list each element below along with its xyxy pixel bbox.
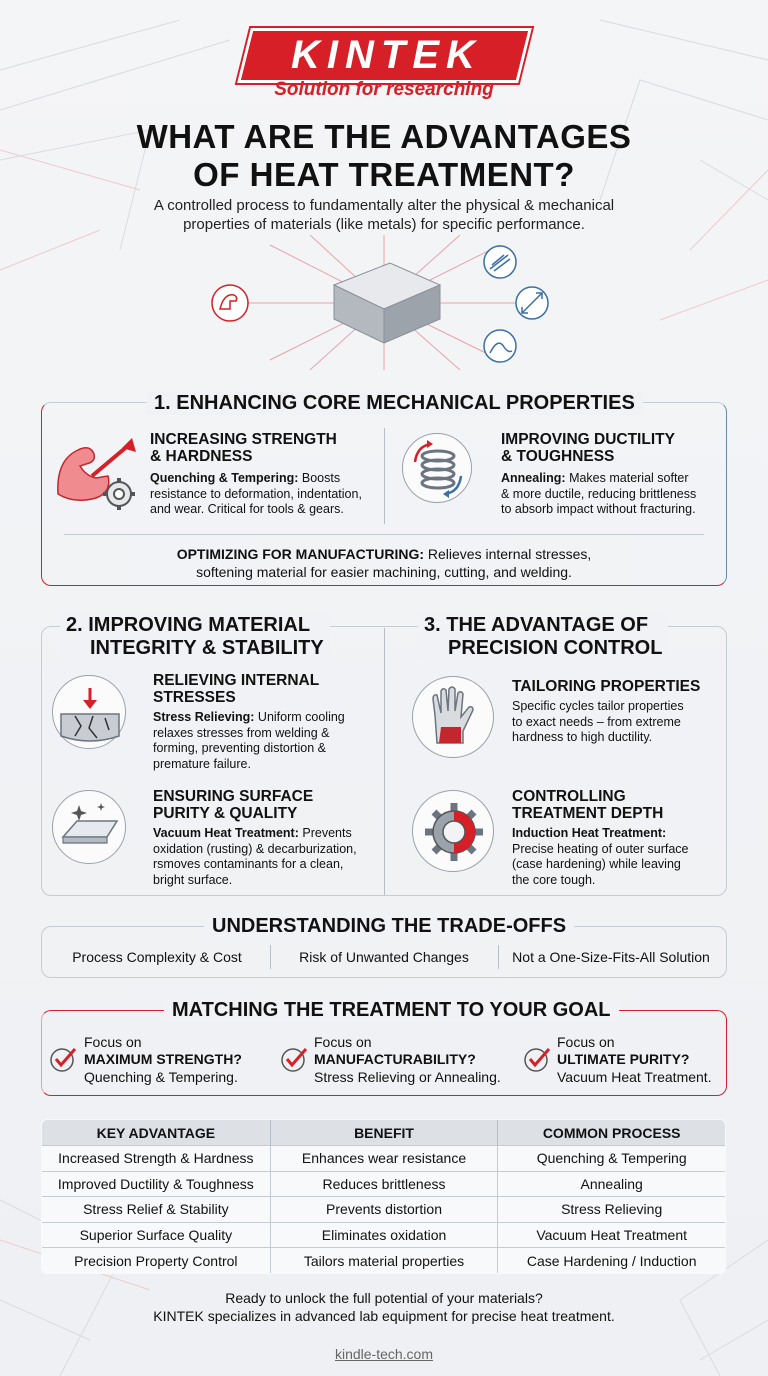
table-cell: Prevents distortion: [270, 1197, 498, 1223]
section-1-title: 1. ENHANCING CORE MECHANICAL PROPERTIES: [146, 392, 643, 415]
block-depth-title-line-1: CONTROLLING: [512, 788, 626, 805]
block-strength-lead: Quenching & Tempering:: [150, 471, 299, 485]
block-strength-title-line-2: & HARDNESS: [150, 448, 253, 465]
block-ductility-title-line-2: & TOUGHNESS: [501, 448, 615, 465]
table-header-process: COMMON PROCESS: [498, 1120, 726, 1146]
goal-1-process: Quenching & Tempering.: [84, 1069, 238, 1085]
spring-icon: [484, 246, 516, 278]
goal-2-process: Stress Relieving or Annealing.: [314, 1069, 501, 1085]
section-2-title-line-1: 2. IMPROVING MATERIAL: [66, 614, 311, 636]
table-cell: Improved Ductility & Toughness: [42, 1171, 271, 1197]
block-purity-text: [153, 826, 383, 888]
check-icon-2: [279, 1044, 309, 1074]
page-subtitle-line-1: A controlled process to fundamentally alter the physical & mechanical: [153, 197, 615, 214]
goal-1-target: MAXIMUM STRENGTH?: [84, 1051, 242, 1067]
table-cell: Increased Strength & Hardness: [42, 1146, 271, 1172]
cta-line-1: Ready to unlock the full potential of your materials?: [225, 1290, 543, 1306]
goal-3-process: Vacuum Heat Treatment.: [557, 1069, 712, 1085]
table-cell: Precision Property Control: [42, 1248, 271, 1274]
page-title-line-1: WHAT ARE THE ADVANTAGES: [136, 118, 632, 155]
brand-tagline: Solution for researching: [274, 79, 494, 100]
section-1-hr: [64, 534, 704, 535]
table-row: [42, 1222, 726, 1248]
block-tailoring-line-3: hardness to high ductility.: [512, 730, 653, 744]
table-row: [42, 1248, 726, 1274]
tradeoff-item-3: Not a One-Size-Fits-All Solution: [512, 949, 710, 965]
table-cell: Tailors material properties: [270, 1248, 498, 1274]
gear-heated-icon: [412, 790, 494, 872]
table-cell: Superior Surface Quality: [42, 1222, 271, 1248]
block-ductility-line-3: to absorb impact without fracturing.: [501, 502, 696, 516]
block-purity-title-line-1: ENSURING SURFACE: [153, 788, 314, 805]
page-subtitle: [110, 196, 658, 234]
block-tailoring-title: [512, 678, 700, 695]
table-cell: Stress Relief & Stability: [42, 1197, 271, 1223]
block-purity-title-line-2: PURITY & QUALITY: [153, 805, 298, 822]
cta-line-2: KINTEK specializes in advanced lab equipment for precise heat treatment.: [153, 1308, 615, 1324]
block-purity-line-1: Prevents: [298, 826, 352, 840]
section-3-title: [418, 614, 668, 660]
block-purity-lead: Vacuum Heat Treatment:: [153, 826, 299, 840]
section-2-title-line-2: INTEGRITY & STABILITY: [90, 637, 324, 659]
block-depth-line-2: (case hardening) while leaving: [512, 857, 681, 871]
manufacturing-line-2: softening material for easier machining, cutting, and welding.: [196, 564, 572, 580]
hero-metal-block-illustration: [200, 235, 568, 370]
block-stress-title-line-2: STRESSES: [153, 689, 236, 706]
table-cell: Eliminates oxidation: [270, 1222, 498, 1248]
block-ductility-line-1: Makes material softer: [565, 471, 689, 485]
shiny-plate-icon: [52, 790, 126, 864]
goal-1-focus: Focus on: [84, 1034, 142, 1050]
advantages-table: [41, 1119, 726, 1274]
block-ductility-title-line-1: IMPROVING DUCTILITY: [501, 431, 675, 448]
block-strength-title: [150, 431, 337, 465]
goal-2-focus: Focus on: [314, 1034, 372, 1050]
call-to-action: [0, 1289, 768, 1325]
metal-block-icon: [334, 263, 440, 343]
block-stress-text: [153, 710, 379, 772]
block-strength-text: [150, 471, 390, 518]
block-ductility-lead: Annealing:: [501, 471, 566, 485]
tradeoff-item-2: Risk of Unwanted Changes: [299, 949, 469, 965]
block-depth-line-1: Precise heating of outer surface: [512, 841, 689, 856]
block-purity-line-3: rsmoves contaminants for a clean,: [153, 857, 344, 871]
block-strength-line-1: Boosts: [298, 471, 341, 485]
goal-3-target: ULTIMATE PURITY?: [557, 1051, 690, 1067]
block-purity-title: [153, 788, 313, 822]
manufacturing-text: [60, 545, 708, 581]
table-header-advantage: KEY ADVANTAGE: [42, 1120, 271, 1146]
block-depth-text: [512, 826, 726, 888]
website-link[interactable]: kindle-tech.com: [334, 1346, 434, 1362]
brand-logo-text: KINTEK: [290, 33, 482, 77]
page-title: [0, 118, 768, 194]
block-tailoring-line-2: to exact needs – from extreme: [512, 714, 681, 729]
page-subtitle-line-2: properties of materials (like metals) for specific performance.: [183, 216, 585, 233]
block-purity-line-2: oxidation (rusting) & decarburization,: [153, 841, 357, 856]
block-strength-title-line-1: INCREASING STRENGTH: [150, 431, 337, 448]
block-stress-line-1: Uniform cooling: [254, 710, 345, 724]
block-depth-title: [512, 788, 663, 822]
block-tailoring-title-line-1: TAILORING PROPERTIES: [512, 678, 701, 695]
brand-logo: [0, 28, 768, 83]
block-stress-line-4: premature failure.: [153, 756, 251, 771]
block-stress-line-2: relaxes stresses from welding &: [153, 725, 330, 740]
section-3-title-line-1: 3. THE ADVANTAGE OF: [424, 614, 649, 636]
cushion-icon: [484, 330, 516, 362]
block-tailoring-text: [512, 699, 722, 746]
table-cell: Quenching & Tempering: [498, 1146, 726, 1172]
table-header-benefit: BENEFIT: [270, 1120, 498, 1146]
check-icon-1: [48, 1044, 78, 1074]
glove-icon: [412, 676, 494, 758]
table-cell: Annealing: [498, 1171, 726, 1197]
goals-title: MATCHING THE TREATMENT TO YOUR GOAL: [164, 999, 619, 1022]
block-purity-line-4: bright surface.: [153, 872, 233, 887]
goal-3-focus: Focus on: [557, 1034, 615, 1050]
table-row: [42, 1197, 726, 1223]
block-stress-title: [153, 672, 319, 706]
goal-2-target: MANUFACTURABILITY?: [314, 1051, 476, 1067]
table-cell: Reduces brittleness: [270, 1171, 498, 1197]
block-strength-line-2: resistance to deformation, indentation,: [150, 486, 362, 501]
tensile-arrows-icon: [516, 287, 548, 319]
block-tailoring-line-1: Specific cycles tailor properties: [512, 699, 684, 713]
block-depth-line-3: the core tough.: [512, 872, 596, 887]
block-depth-lead: Induction Heat Treatment:: [512, 826, 667, 840]
block-ductility-text: [501, 471, 723, 518]
table-row: [42, 1146, 726, 1172]
section-3-title-line-2: PRECISION CONTROL: [448, 637, 663, 659]
block-depth-title-line-2: TREATMENT DEPTH: [512, 805, 664, 822]
section-1-divider: [384, 428, 385, 524]
tradeoff-item-1: Process Complexity & Cost: [72, 949, 242, 965]
manufacturing-line-1: Relieves internal stresses,: [424, 546, 592, 562]
block-stress-lead: Stress Relieving:: [153, 710, 255, 724]
section-2-title: [60, 614, 330, 660]
check-icon-3: [522, 1044, 552, 1074]
page-title-line-2: OF HEAT TREATMENT?: [193, 156, 575, 193]
table-cell: Enhances wear resistance: [270, 1146, 498, 1172]
manufacturing-lead: OPTIMIZING FOR MANUFACTURING:: [176, 546, 424, 562]
spring-compression-icon: [402, 433, 472, 503]
block-stress-line-3: forming, preventing distortion &: [153, 741, 327, 755]
block-ductility-line-2: & more ductile, reducing brittleness: [501, 486, 697, 501]
table-cell: Stress Relieving: [498, 1197, 726, 1223]
table-row: [42, 1171, 726, 1197]
block-stress-title-line-1: RELIEVING INTERNAL: [153, 672, 320, 689]
strength-arm-icon: [212, 285, 248, 321]
block-strength-line-3: and wear. Critical for tools & gears.: [150, 502, 344, 516]
table-cell: Case Hardening / Induction: [498, 1248, 726, 1274]
table-cell: Vacuum Heat Treatment: [498, 1222, 726, 1248]
muscle-gear-icon: [52, 432, 142, 514]
tradeoffs-title: UNDERSTANDING THE TRADE-OFFS: [204, 915, 574, 938]
block-ductility-title: [501, 431, 675, 465]
table-header-row: [42, 1120, 726, 1146]
cracked-surface-icon: [52, 675, 126, 749]
